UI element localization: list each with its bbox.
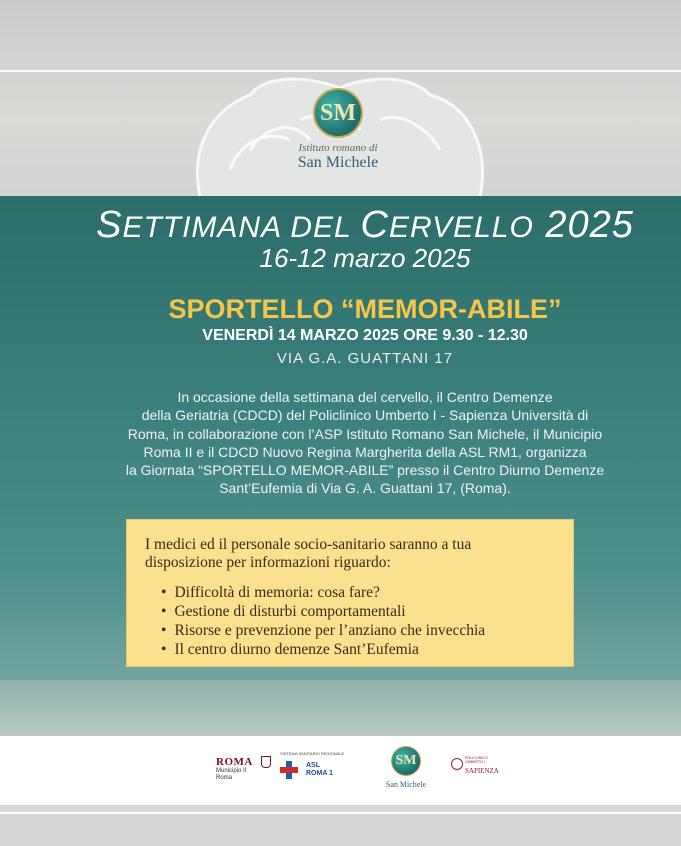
- san-michele-footer-logo: [380, 746, 432, 789]
- list-item: • Il centro diurno demenze Sant’Eufemia: [161, 640, 485, 659]
- title-word-settimana: ETTIMANA DEL: [122, 211, 361, 244]
- logo-name: San Michele: [297, 154, 379, 171]
- logo-subtitle: Istituto romano di: [298, 142, 378, 154]
- info-box: [127, 520, 573, 666]
- event-address: VIA G.A. GUATTANI 17: [276, 350, 454, 367]
- asl-cross-icon: [280, 761, 298, 779]
- logo-monogram: SM: [313, 88, 363, 138]
- sapienza-pretitle: POLICLINICO UMBERTO I: [465, 756, 488, 764]
- sm-name: San Michele: [385, 780, 427, 789]
- info-intro-line: disposizione per informazioni riguardo:: [145, 554, 391, 571]
- roma-shield-icon: [261, 756, 271, 768]
- sm-monogram: SM: [391, 746, 421, 776]
- event-description: [80, 388, 650, 498]
- description-line: Roma, in collaborazione con l’ASP Istituto Romano San Michele, il Municipio: [127, 425, 603, 442]
- asl-roma1-logo: [280, 751, 350, 777]
- description-line: Sant’Eufemia di Via G. A. Guattani 17, (Roma).: [219, 480, 511, 497]
- list-item: • Risorse e prevenzione per l’anziano che invecchia: [161, 621, 485, 640]
- description-line: della Geriatria (CDCD) del Policlinico Umberto I - Sapienza Università di: [141, 407, 589, 424]
- title-year: 2025: [545, 204, 634, 246]
- event-title: [0, 204, 681, 247]
- asl-pretitle: SISTEMA SANITARIO REGIONALE: [280, 751, 345, 756]
- description-line: Roma II e il CDCD Nuovo Regina Margherita della ASL RM1, organizza: [143, 443, 587, 460]
- event-datetime: VENERDÌ 14 MARZO 2025 ORE 9.30 - 12.30: [202, 327, 528, 344]
- asl-text: [306, 762, 333, 778]
- asl-line: ROMA 1: [306, 770, 333, 777]
- list-item: • Difficoltà di memoria: cosa fare?: [161, 583, 485, 602]
- roma-sub-line: Municipio II: [216, 768, 247, 774]
- info-box-intro: [145, 536, 565, 572]
- list-item: • Gestione di disturbi comportamentali: [161, 602, 485, 621]
- sapienza-seal-icon: [451, 758, 463, 770]
- description-line: la Giornata “SPORTELLO MEMOR-ABILE” presso il Centro Diurno Demenze: [125, 462, 605, 479]
- sapienza-name: SAPIENZA: [465, 767, 499, 775]
- roma-title: ROMA: [216, 756, 253, 768]
- title-initial-c: C: [360, 204, 389, 246]
- asl-line: ASL: [306, 762, 320, 769]
- roma-sub-line: Roma: [216, 775, 233, 781]
- header-band: [0, 0, 681, 196]
- title-initial-s: S: [96, 204, 123, 246]
- event-dates: 16-12 marzo 2025: [259, 243, 471, 273]
- san-michele-logo: [258, 88, 418, 172]
- roma-municipio-logo: [216, 756, 253, 782]
- info-intro-line: I medici ed il personale socio-sanitario saranno a tua: [145, 536, 472, 553]
- footer-divider-line: [0, 812, 681, 814]
- sponsor-footer: [0, 736, 681, 805]
- hands-photo-strip: [0, 680, 681, 736]
- info-topic-list: [161, 583, 485, 659]
- description-line: In occasione della settimana del cervello, il Centro Demenze: [177, 389, 553, 405]
- sportello-heading: SPORTELLO “MEMOR-ABILE”: [168, 294, 562, 324]
- title-word-cervello: ERVELLO: [388, 211, 534, 244]
